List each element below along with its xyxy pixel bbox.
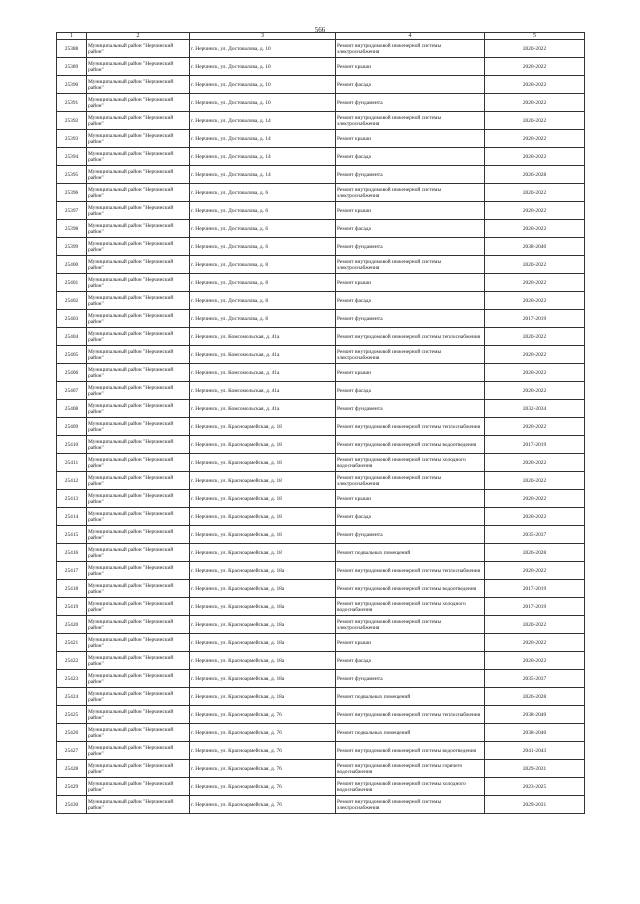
address-cell: г. Нерчинск, ул. Красноармейская, д. 18а [190,652,336,670]
row-number-cell: 25418 [57,580,87,598]
table-row [57,184,585,202]
period-cell: 2020-2022 [485,292,585,310]
period-cell: 2020-2022 [485,652,585,670]
municipality-cell: Муниципальный район "Нерчинский район" [87,346,190,364]
municipality-cell: Муниципальный район "Нерчинский район" [87,256,190,274]
work-type-cell: Ремонт внутридомовой инженерной системы теплоснабжения [336,562,485,580]
table-row [57,436,585,454]
work-type-cell: Ремонт подвальных помещений [336,544,485,562]
row-number-cell: 25429 [57,778,87,796]
work-type-cell: Ремонт внутридомовой инженерной системы теплоснабжения [336,706,485,724]
repair-schedule-table [56,32,585,814]
address-cell: г. Нерчинск, ул. Достовалова, д. 8 [190,274,336,292]
row-number-cell: 25422 [57,652,87,670]
table-row [57,130,585,148]
period-cell: 2035-2037 [485,670,585,688]
address-cell: г. Нерчинск, ул. Красноармейская, д. 18а [190,688,336,706]
municipality-cell: Муниципальный район "Нерчинский район" [87,76,190,94]
row-number-cell: 25404 [57,328,87,346]
municipality-cell: Муниципальный район "Нерчинский район" [87,544,190,562]
table-row [57,706,585,724]
municipality-cell: Муниципальный район "Нерчинский район" [87,688,190,706]
table-row [57,616,585,634]
work-type-cell: Ремонт внутридомовой инженерной системы теплоснабжения [336,418,485,436]
row-number-cell: 25394 [57,148,87,166]
address-cell: г. Нерчинск, ул. Красноармейская, д. 18 [190,418,336,436]
work-type-cell: Ремонт крыши [336,130,485,148]
row-number-cell: 25425 [57,706,87,724]
column-header-3: 3 [190,33,336,40]
work-type-cell: Ремонт подвальных помещений [336,688,485,706]
work-type-cell: Ремонт фундамента [336,166,485,184]
row-number-cell: 25400 [57,256,87,274]
column-header-5: 5 [485,33,585,40]
address-cell: г. Нерчинск, ул. Красноармейская, д. 76 [190,706,336,724]
table-row [57,202,585,220]
period-cell: 2020-2022 [485,490,585,508]
row-number-cell: 25413 [57,490,87,508]
work-type-cell: Ремонт фундамента [336,94,485,112]
table-row [57,598,585,616]
work-type-cell: Ремонт крыши [336,274,485,292]
period-cell: 2020-2022 [485,184,585,202]
table-row [57,148,585,166]
work-type-cell: Ремонт внутридомовой инженерной системы электроснабжения [336,346,485,364]
address-cell: г. Нерчинск, ул. Достовалова, д. 10 [190,94,336,112]
work-type-cell: Ремонт внутридомовой инженерной системы горячего водоснабжения [336,760,485,778]
municipality-cell: Муниципальный район "Нерчинский район" [87,436,190,454]
municipality-cell: Муниципальный район "Нерчинский район" [87,238,190,256]
table-row [57,724,585,742]
work-type-cell: Ремонт внутридомовой инженерной системы электроснабжения [336,256,485,274]
table-row [57,220,585,238]
period-cell: 2020-2022 [485,220,585,238]
period-cell: 2020-2022 [485,112,585,130]
address-cell: г. Нерчинск, ул. Красноармейская, д. 18а [190,616,336,634]
row-number-cell: 25389 [57,58,87,76]
municipality-cell: Муниципальный район "Нерчинский район" [87,130,190,148]
address-cell: г. Нерчинск, ул. Достовалова, д. 14 [190,166,336,184]
work-type-cell: Ремонт крыши [336,58,485,76]
address-cell: г. Нерчинск, ул. Красноармейская, д. 18а [190,670,336,688]
period-cell: 2026-2028 [485,688,585,706]
table-row [57,508,585,526]
address-cell: г. Нерчинск, ул. Достовалова, д. 10 [190,58,336,76]
work-type-cell: Ремонт фасада [336,76,485,94]
municipality-cell: Муниципальный район "Нерчинский район" [87,778,190,796]
table-row [57,364,585,382]
row-number-cell: 25399 [57,238,87,256]
address-cell: г. Нерчинск, ул. Достовалова, д. 6 [190,238,336,256]
work-type-cell: Ремонт фасада [336,220,485,238]
row-number-cell: 25410 [57,436,87,454]
row-number-cell: 25397 [57,202,87,220]
municipality-cell: Муниципальный район "Нерчинский район" [87,58,190,76]
work-type-cell: Ремонт фундамента [336,400,485,418]
address-cell: г. Нерчинск, ул. Красноармейская, д. 18 [190,526,336,544]
work-type-cell: Ремонт внутридомовой инженерной системы электроснабжения [336,472,485,490]
period-cell: 2017-2019 [485,436,585,454]
work-type-cell: Ремонт внутридомовой инженерной системы электроснабжения [336,40,485,58]
period-cell: 2020-2022 [485,274,585,292]
address-cell: г. Нерчинск, ул. Достовалова, д. 14 [190,130,336,148]
column-number-row [57,33,585,40]
table-row [57,796,585,814]
table-row [57,346,585,364]
address-cell: г. Нерчинск, ул. Красноармейская, д. 18 [190,508,336,526]
municipality-cell: Муниципальный район "Нерчинский район" [87,148,190,166]
column-header-4: 4 [336,33,485,40]
municipality-cell: Муниципальный район "Нерчинский район" [87,310,190,328]
address-cell: г. Нерчинск, ул. Комсомольская, д. 41а [190,346,336,364]
work-type-cell: Ремонт крыши [336,364,485,382]
row-number-cell: 25396 [57,184,87,202]
municipality-cell: Муниципальный район "Нерчинский район" [87,472,190,490]
table-row [57,292,585,310]
address-cell: г. Нерчинск, ул. Красноармейская, д. 76 [190,796,336,814]
address-cell: г. Нерчинск, ул. Красноармейская, д. 18а [190,580,336,598]
row-number-cell: 25391 [57,94,87,112]
work-type-cell: Ремонт внутридомовой инженерной системы холодного водоснабжения [336,454,485,472]
table-row [57,544,585,562]
table-row [57,382,585,400]
period-cell: 2020-2022 [485,454,585,472]
row-number-cell: 25426 [57,724,87,742]
address-cell: г. Нерчинск, ул. Красноармейская, д. 18а [190,634,336,652]
municipality-cell: Муниципальный район "Нерчинский район" [87,328,190,346]
municipality-cell: Муниципальный район "Нерчинский район" [87,670,190,688]
period-cell: 2041-2043 [485,742,585,760]
period-cell: 2020-2022 [485,634,585,652]
municipality-cell: Муниципальный район "Нерчинский район" [87,40,190,58]
table-row [57,490,585,508]
period-cell: 2017-2019 [485,580,585,598]
period-cell: 2023-2025 [485,778,585,796]
municipality-cell: Муниципальный район "Нерчинский район" [87,418,190,436]
work-type-cell: Ремонт внутридомовой инженерной системы холодного водоснабжения [336,598,485,616]
address-cell: г. Нерчинск, ул. Достовалова, д. 10 [190,40,336,58]
municipality-cell: Муниципальный район "Нерчинский район" [87,202,190,220]
work-type-cell: Ремонт внутридомовой инженерной системы теплоснабжения [336,328,485,346]
municipality-cell: Муниципальный район "Нерчинский район" [87,526,190,544]
address-cell: г. Нерчинск, ул. Достовалова, д. 6 [190,202,336,220]
work-type-cell: Ремонт внутридомовой инженерной системы водоотведения [336,580,485,598]
municipality-cell: Муниципальный район "Нерчинский район" [87,652,190,670]
municipality-cell: Муниципальный район "Нерчинский район" [87,490,190,508]
work-type-cell: Ремонт внутридомовой инженерной системы холодного водоснабжения [336,778,485,796]
address-cell: г. Нерчинск, ул. Комсомольская, д. 41а [190,328,336,346]
table-row [57,94,585,112]
period-cell: 2020-2022 [485,130,585,148]
municipality-cell: Муниципальный район "Нерчинский район" [87,580,190,598]
municipality-cell: Муниципальный район "Нерчинский район" [87,706,190,724]
address-cell: г. Нерчинск, ул. Красноармейская, д. 18 [190,472,336,490]
municipality-cell: Муниципальный район "Нерчинский район" [87,400,190,418]
table-row [57,778,585,796]
work-type-cell: Ремонт фундамента [336,310,485,328]
period-cell: 2020-2022 [485,58,585,76]
row-number-cell: 25406 [57,364,87,382]
row-number-cell: 25395 [57,166,87,184]
table-header [57,33,585,40]
period-cell: 2020-2022 [485,382,585,400]
row-number-cell: 25405 [57,346,87,364]
work-type-cell: Ремонт фасада [336,508,485,526]
address-cell: г. Нерчинск, ул. Красноармейская, д. 18 [190,544,336,562]
page-number: 566 [314,26,326,34]
table-row [57,652,585,670]
municipality-cell: Муниципальный район "Нерчинский район" [87,796,190,814]
work-type-cell: Ремонт внутридомовой инженерной системы водоотведения [336,436,485,454]
table-body [57,40,585,814]
table-row [57,58,585,76]
table-row [57,418,585,436]
work-type-cell: Ремонт крыши [336,202,485,220]
period-cell: 2020-2022 [485,256,585,274]
period-cell: 2038-2040 [485,706,585,724]
table-row [57,670,585,688]
table-row [57,256,585,274]
row-number-cell: 25424 [57,688,87,706]
period-cell: 2020-2022 [485,616,585,634]
municipality-cell: Муниципальный район "Нерчинский район" [87,724,190,742]
municipality-cell: Муниципальный район "Нерчинский район" [87,94,190,112]
municipality-cell: Муниципальный район "Нерчинский район" [87,634,190,652]
address-cell: г. Нерчинск, ул. Достовалова, д. 6 [190,184,336,202]
municipality-cell: Муниципальный район "Нерчинский район" [87,760,190,778]
row-number-cell: 25407 [57,382,87,400]
table-row [57,526,585,544]
period-cell: 2032-2034 [485,400,585,418]
address-cell: г. Нерчинск, ул. Достовалова, д. 8 [190,292,336,310]
period-cell: 2020-2022 [485,346,585,364]
municipality-cell: Муниципальный район "Нерчинский район" [87,292,190,310]
period-cell: 2020-2022 [485,148,585,166]
municipality-cell: Муниципальный район "Нерчинский район" [87,508,190,526]
period-cell: 2035-2037 [485,526,585,544]
table-row [57,166,585,184]
period-cell: 2029-2031 [485,796,585,814]
municipality-cell: Муниципальный район "Нерчинский район" [87,220,190,238]
row-number-cell: 25417 [57,562,87,580]
period-cell: 2020-2022 [485,40,585,58]
work-type-cell: Ремонт фасада [336,382,485,400]
address-cell: г. Нерчинск, ул. Комсомольская, д. 41а [190,382,336,400]
address-cell: г. Нерчинск, ул. Достовалова, д. 8 [190,310,336,328]
row-number-cell: 25420 [57,616,87,634]
address-cell: г. Нерчинск, ул. Красноармейская, д. 18а [190,562,336,580]
table-row [57,238,585,256]
table-row [57,562,585,580]
row-number-cell: 25427 [57,742,87,760]
period-cell: 2020-2022 [485,472,585,490]
table-row [57,40,585,58]
row-number-cell: 25392 [57,112,87,130]
work-type-cell: Ремонт крыши [336,634,485,652]
row-number-cell: 25430 [57,796,87,814]
period-cell: 2020-2022 [485,418,585,436]
row-number-cell: 25401 [57,274,87,292]
table-row [57,472,585,490]
work-type-cell: Ремонт внутридомовой инженерной системы электроснабжения [336,184,485,202]
address-cell: г. Нерчинск, ул. Достовалова, д. 10 [190,76,336,94]
period-cell: 2017-2019 [485,598,585,616]
address-cell: г. Нерчинск, ул. Достовалова, д. 14 [190,148,336,166]
table-row [57,634,585,652]
municipality-cell: Муниципальный район "Нерчинский район" [87,364,190,382]
address-cell: г. Нерчинск, ул. Красноармейская, д. 18 [190,454,336,472]
table-row [57,310,585,328]
column-header-2: 2 [87,33,190,40]
address-cell: г. Нерчинск, ул. Красноармейская, д. 76 [190,760,336,778]
address-cell: г. Нерчинск, ул. Красноармейская, д. 76 [190,724,336,742]
row-number-cell: 25414 [57,508,87,526]
municipality-cell: Муниципальный район "Нерчинский район" [87,112,190,130]
table-row [57,112,585,130]
address-cell: г. Нерчинск, ул. Достовалова, д. 8 [190,256,336,274]
address-cell: г. Нерчинск, ул. Комсомольская, д. 41а [190,364,336,382]
period-cell: 2020-2022 [485,364,585,382]
row-number-cell: 25411 [57,454,87,472]
table-row [57,328,585,346]
period-cell: 2017-2019 [485,310,585,328]
municipality-cell: Муниципальный район "Нерчинский район" [87,274,190,292]
work-type-cell: Ремонт фундамента [336,526,485,544]
table-row [57,580,585,598]
work-type-cell: Ремонт фундамента [336,670,485,688]
row-number-cell: 25403 [57,310,87,328]
period-cell: 2020-2022 [485,94,585,112]
period-cell: 2020-2022 [485,328,585,346]
municipality-cell: Муниципальный район "Нерчинский район" [87,742,190,760]
row-number-cell: 25416 [57,544,87,562]
work-type-cell: Ремонт внутридомовой инженерной системы водоотведения [336,742,485,760]
municipality-cell: Муниципальный район "Нерчинский район" [87,382,190,400]
period-cell: 2026-2028 [485,544,585,562]
period-cell: 2038-2040 [485,238,585,256]
table-row [57,760,585,778]
work-type-cell: Ремонт крыши [336,490,485,508]
work-type-cell: Ремонт фасада [336,292,485,310]
address-cell: г. Нерчинск, ул. Красноармейская, д. 76 [190,778,336,796]
work-type-cell: Ремонт фасада [336,652,485,670]
table-row [57,76,585,94]
row-number-cell: 25419 [57,598,87,616]
address-cell: г. Нерчинск, ул. Красноармейская, д. 18а [190,598,336,616]
address-cell: г. Нерчинск, ул. Достовалова, д. 14 [190,112,336,130]
row-number-cell: 25412 [57,472,87,490]
period-cell: 2020-2022 [485,508,585,526]
municipality-cell: Муниципальный район "Нерчинский район" [87,454,190,472]
row-number-cell: 25423 [57,670,87,688]
row-number-cell: 25402 [57,292,87,310]
work-type-cell: Ремонт фасада [336,148,485,166]
period-cell: 2020-2022 [485,76,585,94]
address-cell: г. Нерчинск, ул. Красноармейская, д. 18 [190,436,336,454]
period-cell: 2029-2031 [485,760,585,778]
municipality-cell: Муниципальный район "Нерчинский район" [87,166,190,184]
municipality-cell: Муниципальный район "Нерчинский район" [87,562,190,580]
period-cell: 2026-2028 [485,166,585,184]
address-cell: г. Нерчинск, ул. Комсомольская, д. 41а [190,400,336,418]
row-number-cell: 25398 [57,220,87,238]
table-row [57,742,585,760]
row-number-cell: 25421 [57,634,87,652]
period-cell: 2020-2022 [485,562,585,580]
column-header-1: 1 [57,33,87,40]
table-row [57,274,585,292]
row-number-cell: 25409 [57,418,87,436]
row-number-cell: 25408 [57,400,87,418]
row-number-cell: 25428 [57,760,87,778]
table-row [57,400,585,418]
municipality-cell: Муниципальный район "Нерчинский район" [87,598,190,616]
row-number-cell: 25388 [57,40,87,58]
address-cell: г. Нерчинск, ул. Достовалова, д. 6 [190,220,336,238]
address-cell: г. Нерчинск, ул. Красноармейская, д. 18 [190,490,336,508]
row-number-cell: 25415 [57,526,87,544]
work-type-cell: Ремонт внутридомовой инженерной системы электроснабжения [336,112,485,130]
municipality-cell: Муниципальный район "Нерчинский район" [87,616,190,634]
work-type-cell: Ремонт подвальных помещений [336,724,485,742]
table-row [57,454,585,472]
municipality-cell: Муниципальный район "Нерчинский район" [87,184,190,202]
period-cell: 2020-2022 [485,202,585,220]
period-cell: 2038-2040 [485,724,585,742]
address-cell: г. Нерчинск, ул. Красноармейская, д. 76 [190,742,336,760]
work-type-cell: Ремонт фундамента [336,238,485,256]
row-number-cell: 25393 [57,130,87,148]
work-type-cell: Ремонт внутридомовой инженерной системы электроснабжения [336,616,485,634]
row-number-cell: 25390 [57,76,87,94]
table-row [57,688,585,706]
work-type-cell: Ремонт внутридомовой инженерной системы электроснабжения [336,796,485,814]
